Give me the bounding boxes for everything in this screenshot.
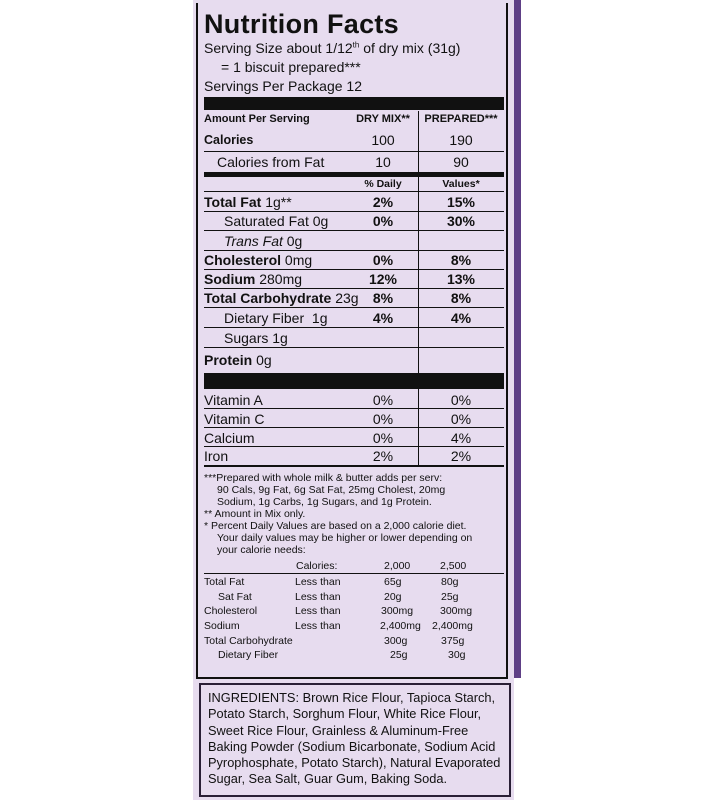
dv-row-2000: 65g [384,576,402,588]
dv-header-dry: % Daily [364,178,402,190]
rule [204,151,504,152]
dv-row-name: Sodium [204,620,240,632]
footnote-pdv-line: * Percent Daily Values are based on a 2,000 calorie diet. [204,520,467,532]
dv-row-2000: 20g [384,591,402,603]
footnote-prepared-line: 90 Cals, 9g Fat, 6g Sat Fat, 25mg Cholest, 20mg [217,484,446,496]
rule [204,573,504,574]
footnote-amount-in-mix: ** Amount in Mix only. [204,508,306,520]
footnote-prepared-line: Sodium, 1g Carbs, 1g Sugars, and 1g Protein. [217,496,432,508]
calories-from-fat-dry: 10 [375,154,391,170]
total-fat-dry: 2% [372,194,394,210]
total-carbohydrate-prepared: 8% [450,290,472,306]
total-fat-prepared: 15% [446,194,476,210]
sodium-dry: 12% [368,271,398,287]
dv-row-2000: 25g [390,649,408,661]
dv-calories-2000: 2,000 [384,560,411,572]
vitamin-a-prepared: 0% [450,392,472,408]
footnote-pdv-line: Your daily values may be higher or lower depending on [217,532,473,544]
nutrient-row-sugars: Sugars 1g [224,330,288,346]
nutrient-row-total-fat: Total Fat 1g** [204,194,292,210]
dv-row-2500: 300mg [440,605,473,617]
rule [204,288,504,289]
total-carbohydrate-dry: 8% [372,290,394,306]
calories-from-fat-prepared: 90 [453,154,469,170]
calories-label: Calories [204,133,254,147]
dv-row-name: Total Fat [204,576,245,588]
dietary-fiber-prepared: 4% [450,310,472,326]
dv-row-limit: Less than [295,576,341,588]
rule [204,408,504,409]
dv-row-name: Sat Fat [218,591,252,603]
nutrient-row-protein: Protein 0g [204,352,272,368]
rule [204,446,504,447]
thick-rule [204,373,504,389]
vitamin-a-dry: 0% [372,392,394,408]
amount-per-serving: Amount Per Serving [204,113,310,125]
package-edge [514,0,521,678]
dv-row-2000: 2,400mg [380,620,421,632]
col-dry-header: DRY MIX** [356,113,410,125]
iron-dry: 2% [372,448,394,464]
serving-biscuit: = 1 biscuit prepared*** [221,59,361,75]
saturated-fat-prepared: 30% [446,213,476,229]
dv-row-limit: Less than [295,620,341,632]
rule [204,269,504,270]
dietary-fiber-dry: 4% [372,310,394,326]
servings-per-package: Servings Per Package 12 [204,78,362,94]
ingredients-text: INGREDIENTS: Brown Rice Flour, Tapioca Starch, Potato Starch, Sorghum Flour, White Rice Flour, Sweet Rice Flour, Grainless & Aluminum-Free Baking Powder (Sodium Bicarbonate, Sodium Acid Pyrophosphate, Potato Starch), Natural Evaporated Sugar, Sea Salt, Guar Gum, Baking Soda. [208,690,501,787]
dv-row-name: Total Carbohydrate [204,635,293,647]
saturated-fat-dry: 0% [372,213,394,229]
sodium-prepared: 13% [446,271,476,287]
footnote-pdv-line: your calorie needs: [217,544,306,556]
calories-prepared: 190 [449,132,473,148]
iron-label: Iron [204,448,229,464]
vitamin-c-label: Vitamin C [204,411,265,427]
dv-row-2500: 375g [441,635,465,647]
dv-row-limit: Less than [295,591,341,603]
dv-calories-label: Calories: [296,560,338,572]
rule [204,211,504,212]
cholesterol-prepared: 8% [450,252,472,268]
iron-prepared: 2% [450,448,472,464]
dv-row-2500: 30g [448,649,466,661]
footnote-prepared-line: ***Prepared with whole milk & butter adds per serv: [204,472,443,484]
nutrition-facts-title: Nutrition Facts [204,9,400,39]
rule [204,465,504,467]
nutrient-row-cholesterol: Cholesterol 0mg [204,252,313,268]
nutrient-row-total-carbohydrate: Total Carbohydrate 23g [204,290,359,306]
calories-dry: 100 [371,132,395,148]
calcium-label: Calcium [204,430,255,446]
nutrient-row-sodium: Sodium 280mg [204,271,303,287]
nutrient-row-saturated-fat: Saturated Fat 0g [224,213,329,229]
vitamin-a-label: Vitamin A [204,392,263,408]
calcium-dry: 0% [372,430,394,446]
rule [204,427,504,428]
rule [204,307,504,308]
rule [204,250,504,251]
rule [204,347,504,348]
rule [204,230,504,231]
dv-row-limit: Less than [295,605,341,617]
nutrient-row-trans-fat: Trans Fat 0g [224,233,303,249]
dv-calories-2500: 2,500 [440,560,467,572]
rule [204,191,504,192]
thick-rule [204,97,504,110]
col-prepared-header: PREPARED*** [424,113,498,125]
dv-header-prepared: Values* [442,178,480,190]
rule [204,327,504,328]
medium-rule [204,172,504,177]
dv-row-name: Dietary Fiber [218,649,279,661]
cholesterol-dry: 0% [372,252,394,268]
calories-from-fat-label: Calories from Fat [217,154,325,170]
nutrient-row-dietary-fiber: Dietary Fiber 1g [224,310,328,326]
dv-row-2000: 300g [384,635,408,647]
dv-row-2500: 25g [441,591,459,603]
vitamin-c-dry: 0% [372,411,394,427]
calcium-prepared: 4% [450,430,472,446]
dv-row-2500: 80g [441,576,459,588]
serving-size: Serving Size about 1/12th of dry mix (31g) [204,40,461,56]
dv-row-2500: 2,400mg [432,620,473,632]
vitamin-c-prepared: 0% [450,411,472,427]
dv-row-2000: 300mg [381,605,414,617]
dv-row-name: Cholesterol [204,605,258,617]
